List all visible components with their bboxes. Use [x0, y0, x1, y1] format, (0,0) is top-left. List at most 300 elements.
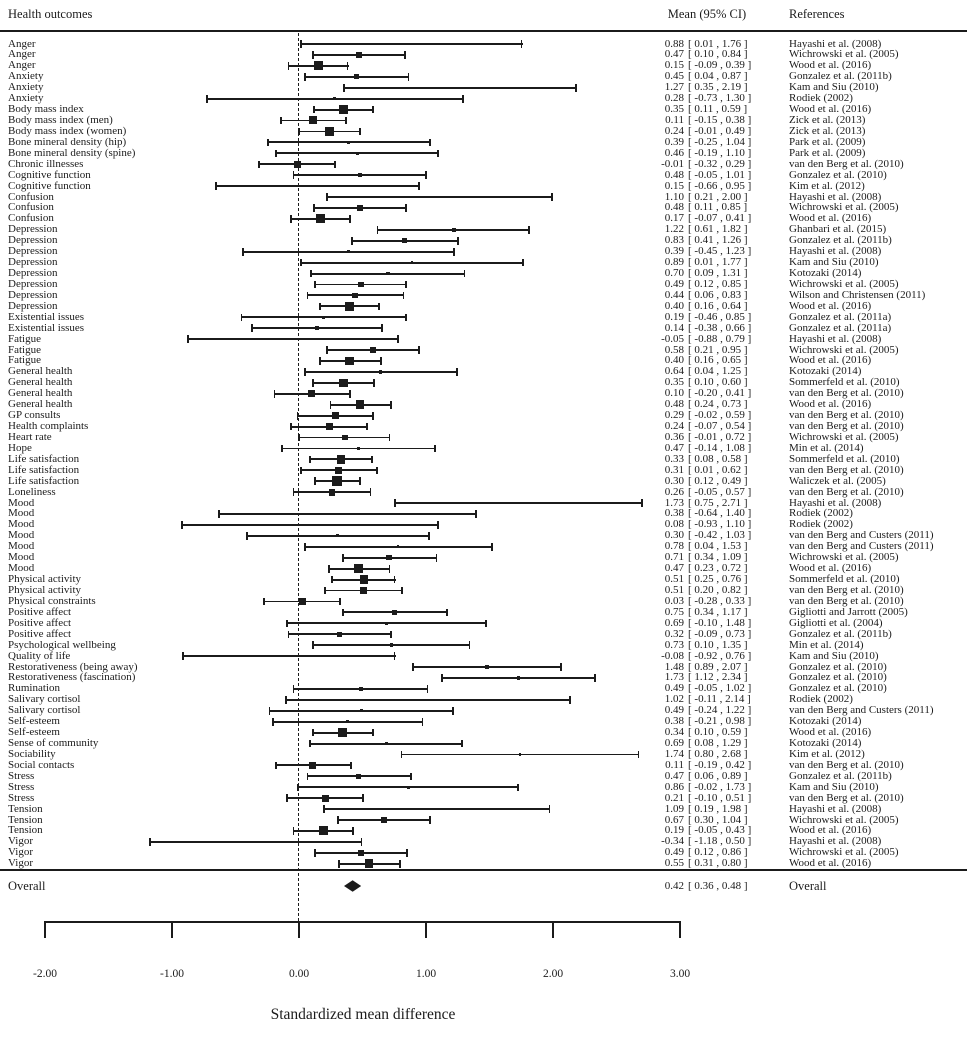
reference: Wood et al. (2016)	[789, 299, 872, 312]
outcome-label: Vigor	[8, 846, 34, 859]
ci-cap-right	[469, 641, 471, 649]
ci-cap-right	[350, 762, 352, 770]
ci-values: [ 0.10 , 0.59 ]	[688, 726, 748, 739]
mean-square	[288, 655, 291, 658]
outcome-label: Existential issues	[8, 321, 85, 334]
ci-cap-right	[437, 521, 439, 529]
outcome-label: Tension	[8, 813, 43, 826]
ci-values: [ 0.34 , 1.17 ]	[688, 605, 748, 618]
x-axis-tick-label: 3.00	[669, 968, 691, 980]
mean-value: 0.38	[664, 715, 684, 728]
ci-values: [ -0.24 , 1.22 ]	[688, 704, 752, 717]
reference: Wood et al. (2016)	[789, 824, 872, 837]
ci-values: [ -0.45 , 1.23 ]	[688, 245, 752, 258]
ci-values: [ 0.12 , 0.86 ]	[688, 846, 748, 859]
outcome-label: General health	[8, 365, 73, 378]
reference: Min et al. (2014)	[789, 638, 864, 651]
mean-square	[346, 513, 349, 516]
mean-value: 0.64	[664, 365, 684, 378]
ci-cap-left	[351, 237, 353, 245]
ci-values: [ 0.25 , 0.76 ]	[688, 573, 748, 586]
reference: Hayashi et al. (2008)	[789, 496, 882, 509]
reference: Sommerfeld et al. (2010)	[789, 573, 900, 586]
ci-cap-left	[293, 827, 295, 835]
ci-values: [ -1.18 , 0.50 ]	[688, 835, 752, 848]
ci-values: [ -0.07 , 0.54 ]	[688, 420, 752, 433]
mean-value: 0.30	[664, 474, 684, 487]
ci-cap-right	[352, 827, 354, 835]
ci-cap-left	[307, 292, 309, 300]
outcome-label: Fatigue	[8, 343, 41, 356]
ci-cap-left	[330, 401, 332, 409]
ci-cap-left	[290, 215, 292, 223]
ci-cap-right	[437, 150, 439, 158]
ci-cap-right	[370, 488, 372, 496]
ci-cap-left	[314, 281, 316, 289]
x-axis-tick	[552, 921, 554, 938]
mean-value: -0.08	[661, 649, 684, 662]
forest-row	[0, 334, 967, 345]
ci-values: [ 0.08 , 1.29 ]	[688, 737, 748, 750]
mean-value: 0.15	[664, 59, 684, 72]
reference: van den Berg et al. (2010)	[789, 463, 904, 476]
ci-values: [ 0.89 , 2.07 ]	[688, 660, 748, 673]
outcome-label: Hope	[8, 441, 32, 454]
ci-values: [ -0.05 , 0.57 ]	[688, 485, 752, 498]
outcome-label: Life satisfaction	[8, 452, 80, 465]
reference: Wichrowski et al. (2005)	[789, 813, 899, 826]
ci-cap-right	[425, 171, 427, 179]
mean-value: 0.03	[664, 594, 684, 607]
ci-cap-left	[246, 532, 248, 540]
mean-square	[299, 598, 306, 605]
mean-value: 0.46	[664, 146, 684, 159]
ci-cap-right	[380, 357, 382, 365]
ci-values: [ -0.73 , 1.30 ]	[688, 92, 752, 105]
reference: Kam and Siu (2010)	[789, 256, 879, 269]
mean-square	[452, 228, 456, 232]
ci-cap-left	[218, 510, 220, 518]
ci-cap-right	[446, 609, 448, 617]
mean-value: 0.75	[664, 605, 684, 618]
reference: Hayashi et al. (2008)	[789, 245, 882, 258]
outcome-label: Mood	[8, 529, 35, 542]
ci-cap-right	[521, 40, 523, 48]
mean-square	[356, 774, 361, 779]
mean-square	[354, 74, 359, 79]
reference: Wichrowski et al. (2005)	[789, 846, 899, 859]
outcome-label: Mood	[8, 507, 35, 520]
outcome-label: Depression	[8, 245, 58, 258]
reference: Gigliotti et al. (2004)	[789, 616, 883, 629]
mean-square	[410, 43, 413, 46]
ci-cap-left	[297, 784, 299, 792]
mean-square	[518, 502, 521, 505]
ci-cap-left	[319, 303, 321, 311]
ci-cap-right	[394, 652, 396, 660]
forest-row	[0, 793, 967, 804]
mean-square	[329, 489, 336, 496]
ci-values: [ 0.75 , 2.71 ]	[688, 496, 748, 509]
ci-cap-right	[475, 510, 477, 518]
outcome-label: Cognitive function	[8, 168, 91, 181]
mean-square	[319, 826, 328, 835]
mean-square	[390, 643, 393, 646]
overall-diamond	[344, 880, 361, 892]
ci-cap-left	[280, 117, 282, 125]
mean-value: 0.10	[664, 387, 684, 400]
outcome-label: Confusion	[8, 201, 54, 214]
mean-value: 0.55	[664, 857, 684, 870]
ci-values: [ -0.09 , 0.73 ]	[688, 627, 752, 640]
outcome-label: Restorativeness (being away)	[8, 660, 138, 673]
mean-square	[386, 555, 392, 561]
ci-cap-right	[528, 226, 530, 234]
ci-cap-right	[462, 95, 464, 103]
outcome-label: Health complaints	[8, 420, 89, 433]
mean-square	[485, 665, 489, 669]
ci-values: [ 0.31 , 0.80 ]	[688, 857, 748, 870]
outcome-label: Restorativeness (fascination)	[8, 671, 136, 684]
outcome-label: Self-esteem	[8, 726, 60, 739]
ci-cap-right	[452, 707, 454, 715]
mean-square	[333, 97, 336, 100]
mean-square	[338, 728, 347, 737]
ci-cap-right	[569, 696, 571, 704]
forest-row	[0, 181, 967, 192]
mean-square	[360, 575, 368, 583]
ci-values: [ 0.30 , 1.04 ]	[688, 813, 748, 826]
overall-row	[0, 878, 967, 894]
ci-values: [ -0.02 , 1.73 ]	[688, 780, 752, 793]
forest-row	[0, 804, 967, 815]
ci-cap-right	[362, 794, 364, 802]
outcome-label: GP consults	[8, 409, 61, 422]
outcome-label: Depression	[8, 299, 58, 312]
outcome-label: Life satisfaction	[8, 474, 80, 487]
ci-cap-right	[429, 816, 431, 824]
ci-values: [ -0.21 , 0.98 ]	[688, 715, 752, 728]
mean-square	[407, 786, 410, 789]
reference: van den Berg et al. (2010)	[789, 409, 904, 422]
ci-cap-right	[410, 773, 412, 781]
ci-cap-left	[298, 434, 300, 442]
ci-cap-right	[372, 106, 374, 114]
mean-square	[357, 205, 363, 211]
overall-divider-line	[0, 869, 967, 871]
mean-square	[358, 850, 364, 856]
mean-square	[322, 316, 325, 319]
ci-values: [ -0.88 , 0.79 ]	[688, 332, 752, 345]
x-axis-tick	[425, 921, 427, 938]
ci-cap-right	[372, 729, 374, 737]
ci-values: [ 0.20 , 0.82 ]	[688, 584, 748, 596]
mean-value: -0.01	[661, 157, 684, 170]
mean-value: -0.34	[661, 835, 684, 848]
mean-square	[332, 476, 342, 486]
reference: Wood et al. (2016)	[789, 59, 872, 72]
mean-square	[337, 632, 342, 637]
ci-values: [ -0.19 , 0.42 ]	[688, 758, 752, 771]
mean-value: 1.73	[664, 496, 684, 509]
mean-square	[411, 261, 414, 264]
outcome-label: Social contacts	[8, 758, 75, 771]
ci-cap-left	[263, 598, 265, 606]
outcome-label: Anxiety	[8, 70, 44, 83]
ci-cap-left	[304, 543, 306, 551]
ci-values: [ 0.23 , 0.72 ]	[688, 562, 748, 575]
ci-cap-left	[293, 171, 295, 179]
ci-values: [ -0.09 , 0.39 ]	[688, 59, 752, 72]
outcome-label: Physical activity	[8, 573, 82, 586]
ci-values: [ 0.10 , 1.35 ]	[688, 638, 748, 651]
outcome-label: Anxiety	[8, 92, 44, 105]
mean-value: 0.44	[664, 288, 684, 301]
x-axis-tick-label: -1.00	[160, 968, 184, 980]
reference: Gonzalez et al. (2011a)	[789, 321, 892, 334]
mean-value: 0.48	[664, 168, 684, 181]
outcome-label: Heart rate	[8, 430, 52, 443]
outcome-label: Loneliness	[8, 485, 56, 498]
ci-cap-right	[491, 543, 493, 551]
ci-values: [ -0.15 , 0.38 ]	[688, 114, 752, 126]
mean-value: 0.40	[664, 354, 684, 367]
reference: Kotozaki (2014)	[789, 267, 862, 280]
ci-values: [ 0.04 , 1.25 ]	[688, 365, 748, 378]
reference: Park et al. (2009)	[789, 135, 866, 148]
ci-values: [ -0.20 , 0.41 ]	[688, 387, 752, 400]
ci-cap-right	[405, 281, 407, 289]
mean-square	[322, 795, 329, 802]
reference: Zick et al. (2013)	[789, 124, 866, 137]
ci-cap-right	[371, 456, 373, 464]
ci-cap-left	[274, 390, 276, 398]
mean-square	[326, 423, 333, 430]
mean-value: 0.49	[664, 277, 684, 290]
mean-square	[291, 338, 294, 341]
ci-values: [ -0.38 , 0.66 ]	[688, 321, 752, 334]
outcome-label: Mood	[8, 540, 35, 553]
ci-cap-left	[272, 718, 274, 726]
reference: Min et al. (2014)	[789, 441, 864, 454]
ci-values: [ 0.01 , 0.62 ]	[688, 463, 748, 476]
x-axis-tick	[171, 921, 173, 938]
reference: Ghanbari et al. (2015)	[789, 223, 887, 236]
ci-cap-right	[427, 685, 429, 693]
mean-square	[332, 412, 339, 419]
reference: Wilson and Christensen (2011)	[789, 288, 926, 301]
ci-cap-left	[314, 477, 316, 485]
ci-cap-left	[324, 587, 326, 595]
ci-cap-left	[215, 182, 217, 190]
outcome-label: Vigor	[8, 857, 34, 870]
reference: Gonzalez et al. (2011b)	[789, 70, 892, 83]
outcome-label: Anxiety	[8, 81, 44, 94]
ci-cap-left	[206, 95, 208, 103]
ci-cap-right	[560, 663, 562, 671]
ci-values: [ 0.11 , 0.59 ]	[688, 103, 748, 116]
forest-row	[0, 170, 967, 181]
ci-cap-right	[453, 248, 455, 256]
ci-cap-left	[307, 773, 309, 781]
reference: Hayashi et al. (2008)	[789, 835, 882, 848]
ci-cap-left	[326, 193, 328, 201]
x-axis-tick-label: 0.00	[288, 968, 310, 980]
mean-square	[379, 370, 383, 374]
ci-cap-right	[394, 576, 396, 584]
reference: Wood et al. (2016)	[789, 103, 872, 116]
reference: Rodiek (2002)	[789, 92, 853, 105]
ci-values: [ 0.08 , 0.58 ]	[688, 452, 748, 465]
reference: Hayashi et al. (2008)	[789, 37, 882, 50]
mean-square	[385, 742, 389, 746]
ci-cap-left	[181, 521, 183, 529]
ci-values: [ -0.07 , 0.41 ]	[688, 212, 752, 225]
mean-square	[339, 105, 348, 114]
mean-square	[315, 326, 319, 330]
ci-cap-left	[251, 324, 253, 332]
mean-value: 0.58	[664, 343, 684, 356]
overall-label: Overall	[8, 879, 46, 893]
outcome-label: Positive affect	[8, 627, 72, 640]
mean-value: 0.49	[664, 846, 684, 859]
mean-value: 1.09	[664, 802, 684, 815]
ci-cap-right	[373, 379, 375, 387]
reference: Kotozaki (2014)	[789, 737, 862, 750]
ci-values: [ -0.05 , 1.01 ]	[688, 168, 752, 181]
ci-cap-left	[309, 740, 311, 748]
ci-cap-left	[312, 51, 314, 59]
mean-square	[325, 127, 334, 136]
ci-values: [ -0.64 , 1.40 ]	[688, 507, 752, 520]
ci-values: [ -0.93 , 1.10 ]	[688, 518, 752, 531]
reference: Wood et al. (2016)	[789, 398, 872, 411]
ci-cap-left	[269, 707, 271, 715]
ci-cap-left	[394, 499, 396, 507]
reference: Wood et al. (2016)	[789, 726, 872, 739]
reference: Gigliotti and Jarrott (2005)	[789, 605, 908, 618]
mean-value: 1.48	[664, 660, 684, 673]
mean-value: 1.10	[664, 190, 684, 203]
outcome-label: Anger	[8, 59, 36, 72]
mean-value: 0.83	[664, 234, 684, 247]
mean-square	[360, 709, 363, 712]
mean-value: 1.27	[664, 81, 684, 94]
reference: Kim et al. (2012)	[789, 747, 865, 760]
reference: Hayashi et al. (2008)	[789, 802, 882, 815]
mean-square	[345, 302, 354, 311]
mean-value: 0.35	[664, 103, 684, 116]
ci-cap-right	[372, 412, 374, 420]
ci-cap-right	[549, 805, 551, 813]
mean-value: 0.69	[664, 616, 684, 629]
outcome-label: Self-esteem	[8, 715, 60, 728]
ci-cap-left	[313, 106, 315, 114]
ci-cap-right	[366, 423, 368, 431]
outcome-label: General health	[8, 376, 73, 389]
outcome-label: Confusion	[8, 190, 54, 203]
ci-cap-left	[242, 248, 244, 256]
ci-values: [ 0.34 , 1.09 ]	[688, 551, 748, 564]
ci-cap-left	[328, 565, 330, 573]
ci-values: [ -0.05 , 0.43 ]	[688, 824, 752, 837]
ci-cap-right	[389, 565, 391, 573]
mean-value: 0.15	[664, 179, 684, 192]
mean-square	[385, 622, 388, 625]
mean-value: 0.45	[664, 70, 684, 83]
ci-cap-left	[326, 346, 328, 354]
outcome-label: Mood	[8, 518, 35, 531]
x-axis-tick-label: 2.00	[542, 968, 564, 980]
reference: Kam and Siu (2010)	[789, 81, 879, 94]
ci-values: [ 0.01 , 1.77 ]	[688, 256, 748, 269]
outcome-label: Body mass index	[8, 103, 84, 116]
ci-cap-right	[408, 73, 410, 81]
reference: Wood et al. (2016)	[789, 857, 872, 870]
ci-cap-left	[300, 259, 302, 267]
ci-cap-right	[418, 182, 420, 190]
ci-cap-right	[390, 631, 392, 639]
outcome-label: General health	[8, 398, 73, 411]
mean-square	[358, 282, 364, 288]
ci-cap-right	[359, 128, 361, 136]
ci-values: [ 0.61 , 1.82 ]	[688, 223, 748, 236]
reference: van den Berg and Custers (2011)	[789, 529, 934, 542]
ci-cap-left	[286, 794, 288, 802]
ci-values: [ 0.10 , 0.84 ]	[688, 48, 748, 61]
ci-cap-right	[376, 467, 378, 475]
outcome-label: Tension	[8, 802, 43, 815]
reference: Hayashi et al. (2008)	[789, 332, 882, 345]
mean-value: 0.32	[664, 627, 684, 640]
mean-value: 0.30	[664, 529, 684, 542]
reference: Gonzalez et al. (2010)	[789, 682, 887, 695]
mean-value: 0.73	[664, 638, 684, 651]
ci-cap-right	[485, 620, 487, 628]
outcome-label: Physical activity	[8, 584, 82, 596]
reference: van den Berg et al. (2010)	[789, 485, 904, 498]
outcome-label: Depression	[8, 234, 58, 247]
ci-cap-right	[389, 434, 391, 442]
mean-square	[345, 357, 354, 366]
reference: Rodiek (2002)	[789, 518, 853, 531]
ci-cap-left	[319, 357, 321, 365]
reference: Kim et al. (2012)	[789, 179, 865, 192]
mean-square	[427, 699, 430, 702]
mean-square	[459, 87, 462, 90]
outcome-label: Body mass index (men)	[8, 114, 113, 126]
ci-cap-left	[312, 641, 314, 649]
ci-cap-right	[461, 740, 463, 748]
ci-values: [ -0.02 , 0.59 ]	[688, 409, 752, 422]
ci-cap-left	[187, 335, 189, 343]
ci-cap-right	[456, 368, 458, 376]
mean-square	[356, 52, 362, 58]
mean-value: 0.39	[664, 245, 684, 258]
reference: Sommerfeld et al. (2010)	[789, 452, 900, 465]
mean-square	[359, 687, 363, 691]
ci-values: [ 0.19 , 1.98 ]	[688, 802, 748, 815]
outcome-label: Physical constraints	[8, 594, 96, 607]
mean-value: 0.34	[664, 726, 684, 739]
reference: Wood et al. (2016)	[789, 562, 872, 575]
ci-cap-right	[641, 499, 643, 507]
ci-cap-right	[457, 237, 459, 245]
mean-square	[402, 238, 407, 243]
mean-square	[381, 817, 387, 823]
ci-cap-left	[300, 467, 302, 475]
ci-values: [ -0.25 , 1.04 ]	[688, 135, 752, 148]
